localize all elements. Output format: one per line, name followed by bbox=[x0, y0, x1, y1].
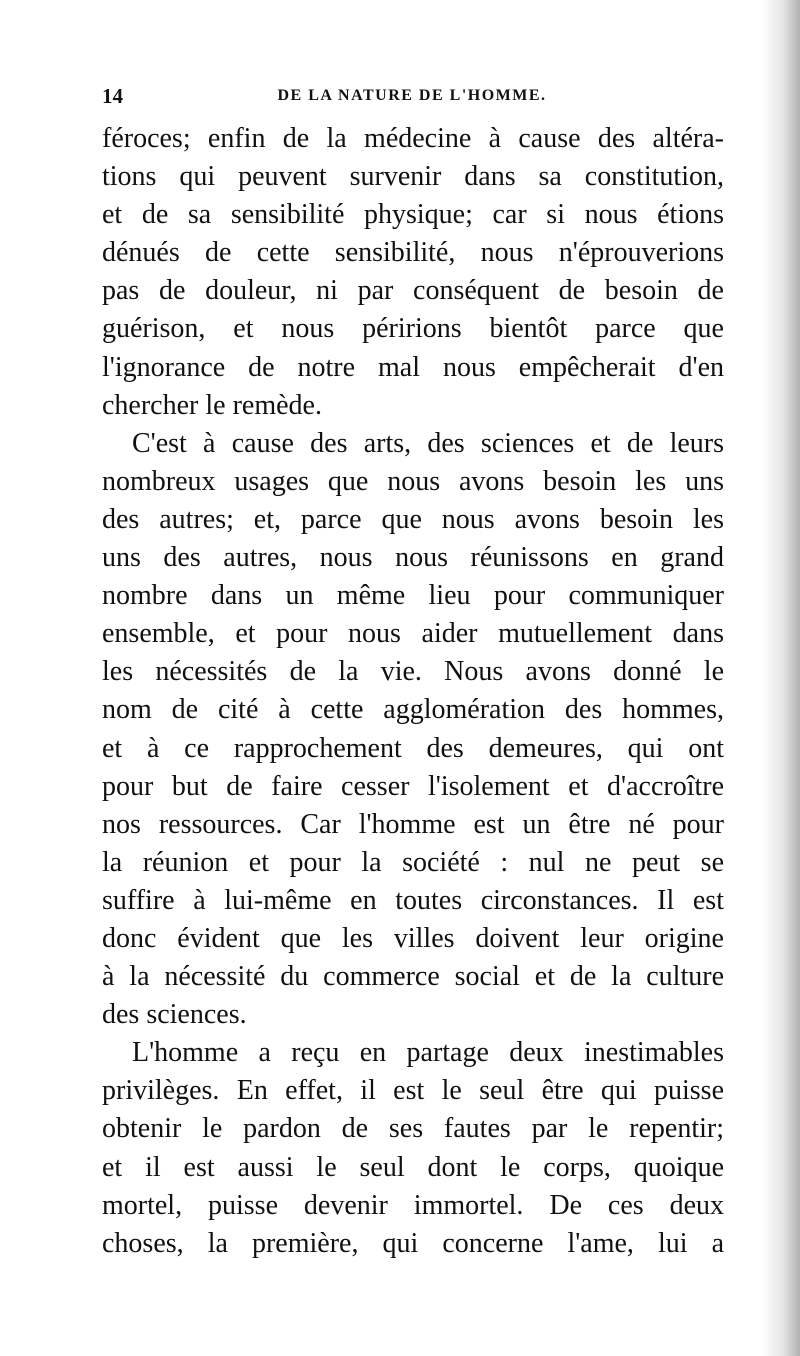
page-header bbox=[102, 84, 722, 108]
text-line: nombreux usages que nous avons besoin les uns bbox=[102, 465, 724, 497]
text-line: mortel, puisse devenir immortel. De ces deux bbox=[102, 1189, 724, 1221]
text-line: pour but de faire cesser l'isolement et d'accroître bbox=[102, 770, 724, 802]
text-line: pas de douleur, ni par conséquent de besoin de bbox=[102, 275, 724, 307]
text-line: l'ignorance de notre mal nous empêcherait d'en bbox=[102, 351, 724, 383]
text-line: choses, la première, qui concerne l'ame, lui a bbox=[102, 1227, 724, 1259]
text-line: guérison, et nous péririons bientôt parce que bbox=[102, 313, 724, 345]
text-line: féroces; enfin de la médecine à cause des altéra- bbox=[102, 123, 724, 154]
text-line: L'homme a reçu en partage deux inestimables bbox=[132, 1037, 724, 1069]
body-text bbox=[102, 120, 724, 1263]
text-line: C'est à cause des arts, des sciences et de leurs bbox=[132, 427, 724, 459]
text-line: ensemble, et pour nous aider mutuellement dans bbox=[102, 618, 724, 650]
text-line: et à ce rapprochement des demeures, qui ont bbox=[102, 732, 724, 764]
text-line: les nécessités de la vie. Nous avons donné le bbox=[102, 656, 724, 688]
text-line: à la nécessité du commerce social et de la culture bbox=[102, 961, 724, 993]
text-line: des sciences. bbox=[102, 999, 247, 1031]
text-line: dénués de cette sensibilité, nous n'éprouverions bbox=[102, 237, 724, 269]
text-line: et de sa sensibilité physique; car si nous étions bbox=[102, 199, 724, 231]
text-line: nos ressources. Car l'homme est un être né pour bbox=[102, 808, 724, 840]
text-line: et il est aussi le seul dont le corps, quoique bbox=[102, 1151, 724, 1183]
text-line: nom de cité à cette agglomération des hommes, bbox=[102, 694, 724, 726]
text-line: uns des autres, nous nous réunissons en grand bbox=[102, 542, 724, 574]
text-line: privilèges. En effet, il est le seul être qui puisse bbox=[102, 1075, 724, 1107]
page-number: 14 bbox=[102, 84, 123, 108]
text-line: nombre dans un même lieu pour communiquer bbox=[102, 580, 724, 612]
text-line: la réunion et pour la société : nul ne peut se bbox=[102, 846, 724, 878]
text-line: obtenir le pardon de ses fautes par le repentir; bbox=[102, 1113, 724, 1145]
text-line: suffire à lui-même en toutes circonstances. Il est bbox=[102, 884, 724, 916]
text-line: tions qui peuvent survenir dans sa constitution, bbox=[102, 161, 724, 193]
text-line: chercher le remède. bbox=[102, 389, 322, 421]
page-edge-shadow bbox=[762, 0, 800, 1356]
running-title: DE LA NATURE DE L'HOMME. bbox=[277, 87, 547, 104]
text-line: des autres; et, parce que nous avons besoin les bbox=[102, 503, 724, 535]
text-line: donc évident que les villes doivent leur origine bbox=[102, 922, 724, 954]
